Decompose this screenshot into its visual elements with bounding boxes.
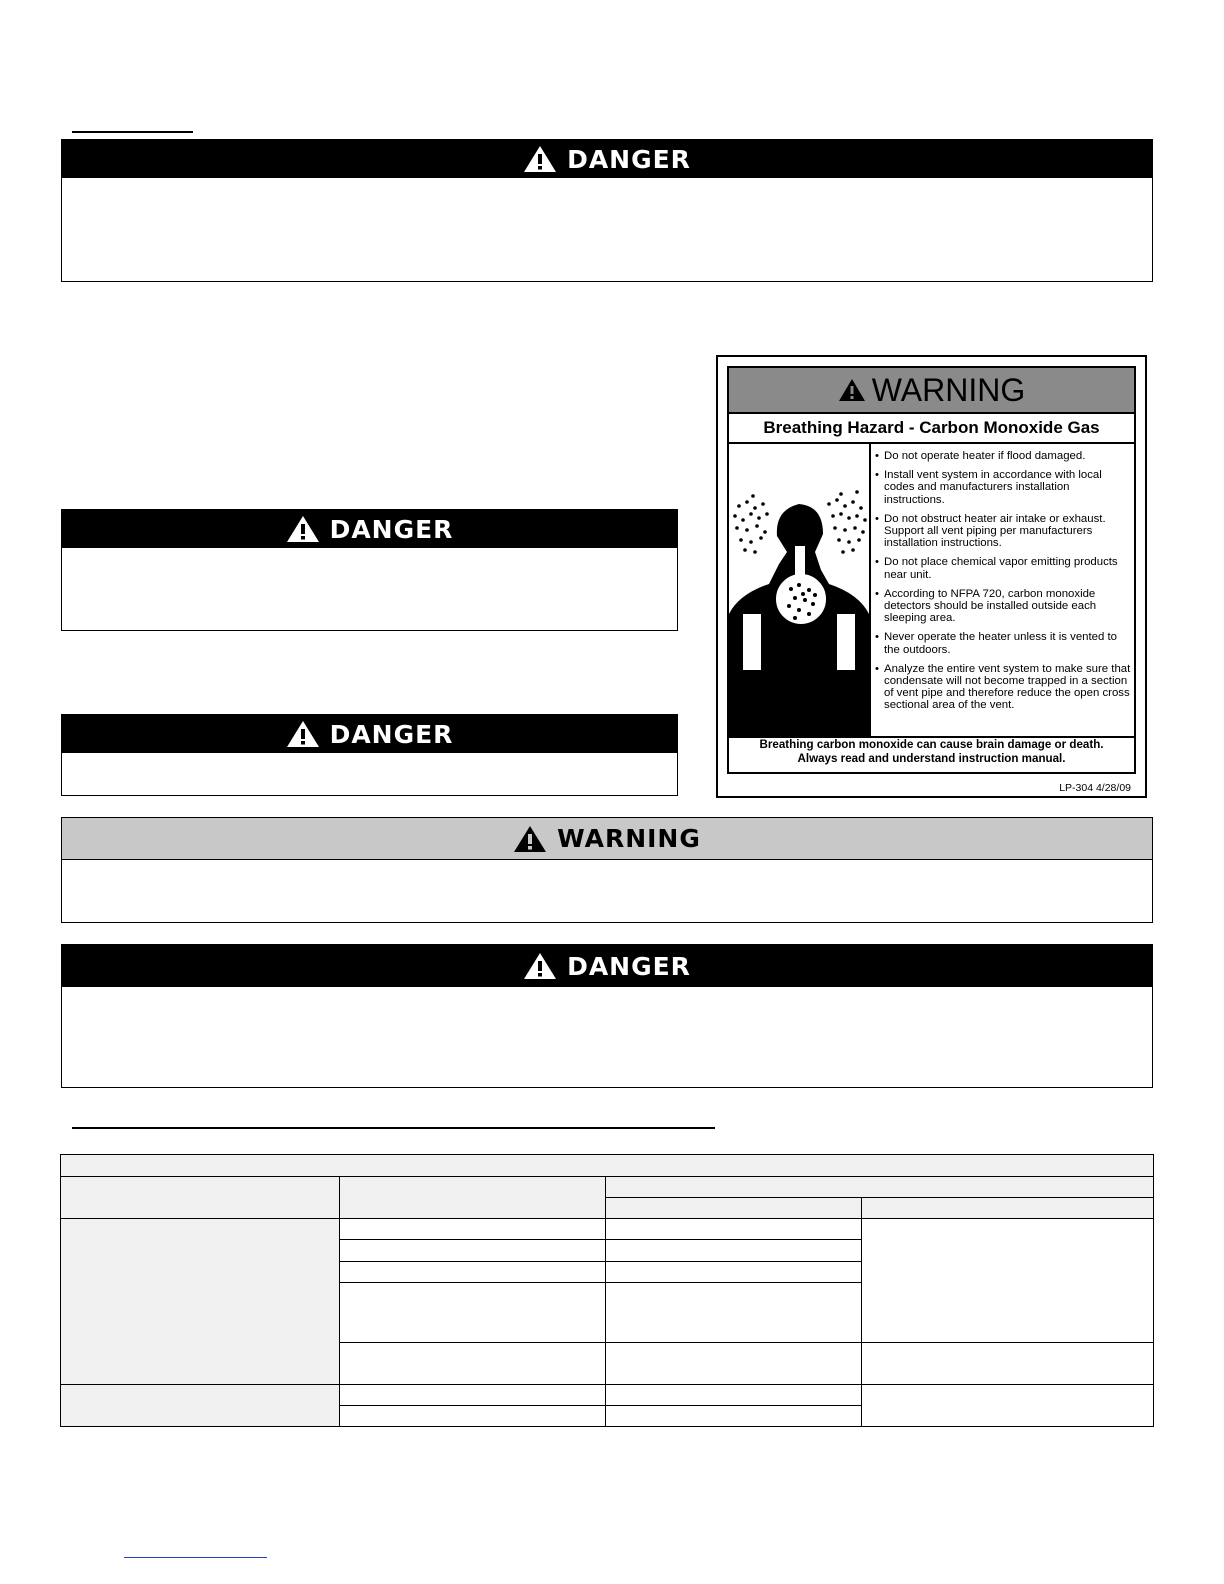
- label-bullet: • Do not obstruct heater air intake or exhaust. Support all vent piping per manufacturers installation instructions.: [875, 513, 1133, 550]
- table-row: [61, 1219, 1154, 1240]
- table-title-row: [61, 1155, 1154, 1177]
- label-bullet: • Never operate the heater unless it is vented to the outdoors.: [875, 631, 1133, 655]
- table-cell: [340, 1219, 606, 1240]
- danger-label: DANGER: [567, 951, 691, 981]
- table-cell: [340, 1262, 606, 1283]
- label-bullet: • Do not place chemical vapor emitting products near unit.: [875, 556, 1133, 580]
- danger-box-4: [61, 944, 1153, 1088]
- table-cell: [606, 1240, 862, 1262]
- danger-box-3: [61, 714, 678, 796]
- danger-header: [62, 510, 677, 548]
- table-cell: [340, 1385, 606, 1406]
- danger-box-1: [61, 139, 1153, 282]
- table-cell: [606, 1219, 862, 1240]
- warning-triangle-icon: [286, 720, 320, 748]
- carbon-monoxide-warning-label: [716, 355, 1147, 798]
- table-cell: [862, 1198, 1154, 1219]
- warning-triangle-icon: [523, 952, 557, 980]
- table-row: [61, 1385, 1154, 1406]
- label-subtitle: Breathing Hazard - Carbon Monoxide Gas: [729, 414, 1134, 444]
- table-cell: [340, 1343, 606, 1385]
- warning-triangle-icon: [838, 378, 866, 402]
- table-header-row: [61, 1177, 1154, 1198]
- table-cell: [606, 1283, 862, 1343]
- vent-spec-table: [60, 1154, 1154, 1427]
- table-cell: [606, 1385, 862, 1406]
- label-bullet: • Analyze the entire vent system to make sure that condensate will not become trapped in a section of vent pipe and therefore reduce the open cross sectional area of the vent.: [875, 663, 1133, 712]
- table-cell: [862, 1219, 1154, 1343]
- table-cell: [61, 1177, 340, 1219]
- danger-header: [62, 140, 1152, 178]
- label-footer-line1: Breathing carbon monoxide can cause brain damage or death.: [759, 738, 1104, 751]
- warning-header: [62, 818, 1152, 860]
- table-heading-underline: [72, 1127, 715, 1129]
- danger-label: DANGER: [329, 514, 454, 544]
- table-cell: [862, 1343, 1154, 1385]
- section-heading-underline: [72, 131, 193, 133]
- label-bullet: • According to NFPA 720, carbon monoxide detectors should be installed outside each sleeping area.: [875, 588, 1133, 625]
- danger-header: [62, 945, 1152, 987]
- table-cell: [606, 1406, 862, 1427]
- breathing-hazard-pictogram: [729, 444, 871, 736]
- table-cell: [606, 1177, 1154, 1198]
- danger-box-2: [61, 509, 678, 631]
- label-frame: [727, 366, 1136, 774]
- warning-triangle-icon: [513, 825, 547, 853]
- label-footer-line2: Always read and understand instruction manual.: [797, 752, 1066, 765]
- table-cell: [61, 1219, 340, 1385]
- table-cell: [61, 1385, 340, 1427]
- warning-triangle-icon: [286, 515, 320, 543]
- table-cell: [340, 1240, 606, 1262]
- label-bullet: • Do not operate heater if flood damaged.: [875, 450, 1133, 462]
- table-cell: [340, 1283, 606, 1343]
- warning-label: WARNING: [557, 824, 701, 853]
- label-bullet-list: [875, 450, 1133, 719]
- danger-label: DANGER: [567, 144, 691, 174]
- label-header: [729, 368, 1134, 414]
- person-breathing-icon: [729, 444, 869, 736]
- label-bullet: • Install vent system in accordance with local codes and manufacturers installation instructions.: [875, 469, 1133, 506]
- footer-link-underline[interactable]: [124, 1557, 267, 1558]
- label-code: LP-304 4/28/09: [1059, 782, 1131, 794]
- table-cell: [606, 1262, 862, 1283]
- warning-triangle-icon: [523, 145, 557, 173]
- table-cell: [61, 1155, 1154, 1177]
- danger-header: [62, 715, 677, 753]
- label-footer: [729, 738, 1134, 766]
- table-cell: [340, 1406, 606, 1427]
- warning-box: [61, 817, 1153, 923]
- table-cell: [606, 1198, 862, 1219]
- table-cell: [606, 1343, 862, 1385]
- label-title: WARNING: [871, 371, 1026, 408]
- table-cell: [862, 1385, 1154, 1427]
- table-cell: [340, 1177, 606, 1219]
- danger-label: DANGER: [329, 719, 454, 749]
- label-body: [729, 444, 1134, 738]
